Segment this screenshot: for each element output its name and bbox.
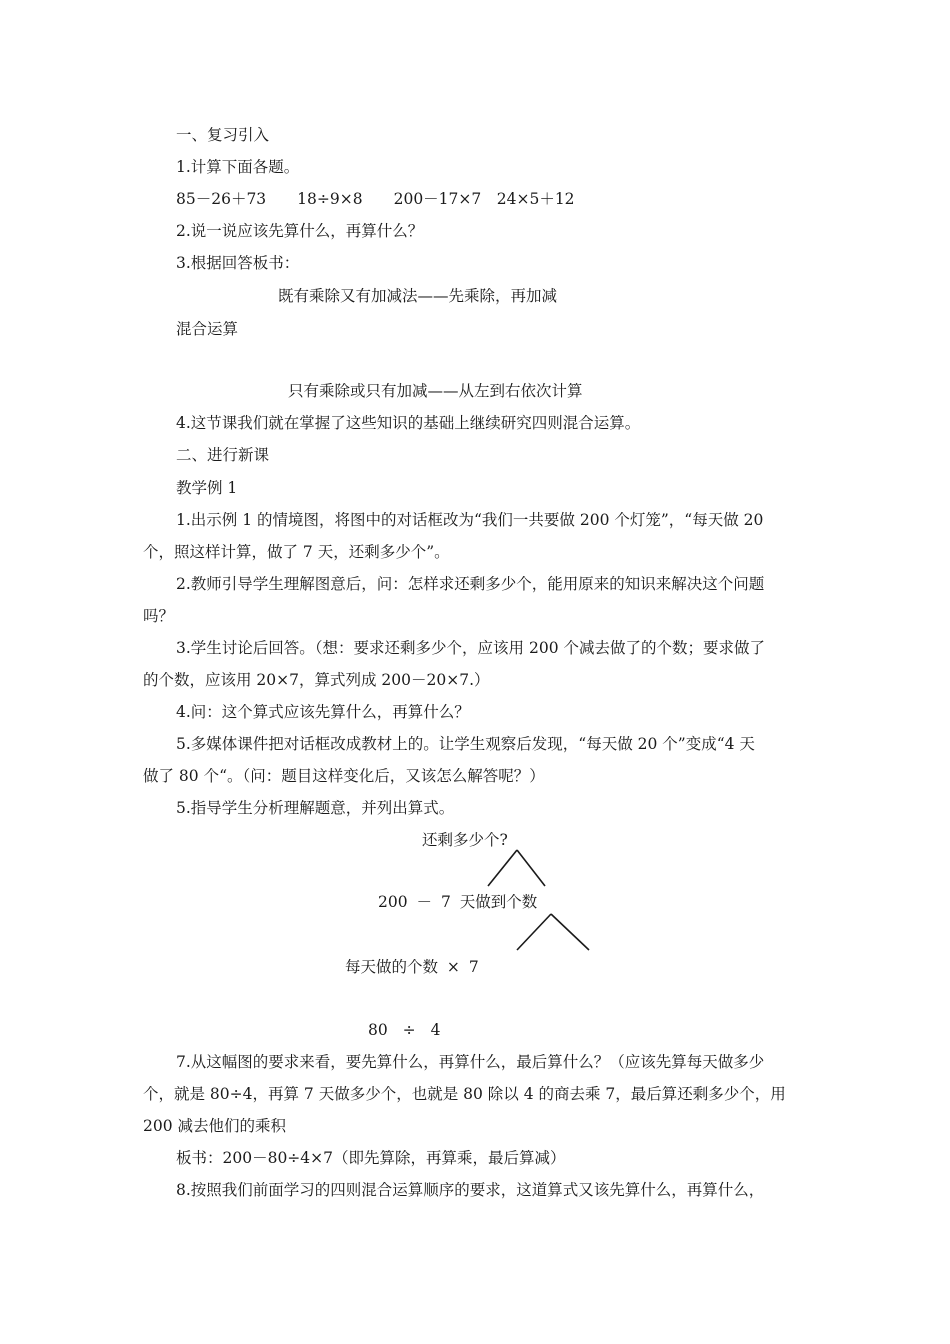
section-heading-review: 一、复习引入 (176, 126, 270, 144)
paragraph-2-line-1: 2.教师引导学生理解图意后，问：怎样求还剩多少个，能用原来的知识来解决这个问题 (176, 575, 765, 593)
paragraph-3-line-2: 的个数，应该用 20×7，算式列成 200－20×7.） (143, 671, 490, 689)
paragraph-3-line-1: 3.学生讨论后回答。（想：要求还剩多少个，应该用 200 个减去做了的个数；要求做了 (176, 639, 765, 657)
tree-level-1-label: 200 － 7 天做到个数 (378, 893, 538, 911)
tree-branch-left-1 (488, 850, 517, 886)
example-title: 教学例 1 (176, 479, 238, 497)
paragraph-5-line-1: 5.多媒体课件把对话框改成教材上的。让学生观察后发现，“每天做 20 个”变成“4 天 (176, 735, 755, 753)
paragraph-1-line-1: 1.出示例 1 的情境图，将图中的对话框改为“我们一共要做 200 个灯笼”，“每天做 20 (176, 511, 764, 529)
tree-branch-right-1 (517, 850, 545, 886)
paragraph-4: 4.问：这个算式应该先算什么，再算什么？ (176, 703, 470, 721)
paragraph-7-line-1: 7.从这幅图的要求来看，要先算什么，再算什么，最后算什么？（应该先算每天做多少 (176, 1053, 765, 1071)
paragraph-8: 8.按照我们前面学习的四则混合运算顺序的要求，这道算式又该先算什么，再算什么， (176, 1181, 765, 1199)
paragraph-6: 5.指导学生分析理解题意，并列出算式。 (176, 799, 455, 817)
review-item-4: 4.这节课我们就在掌握了这些知识的基础上继续研究四则混合运算。 (176, 414, 641, 432)
paragraph-7-line-2: 个，就是 80÷4，再算 7 天做多少个，也就是 80 除以 4 的商去乘 7，最后算还剩多少个，用 (143, 1085, 786, 1103)
tree-branch-right-2 (551, 914, 589, 950)
tree-branch-left-2 (517, 914, 551, 950)
paragraph-1-line-2: 个，照这样计算，做了 7 天，还剩多少个”。 (143, 543, 450, 561)
tree-level-3-label: 80 ÷ 4 (368, 1021, 441, 1039)
board-writing: 板书：200－80÷4×7（即先算除，再算乘，最后算减） (176, 1149, 566, 1167)
rule-mixed-operations: 既有乘除又有加减法——先乘除，再加减 (278, 287, 558, 305)
review-exercises: 85－26＋73 18÷9×8 200－17×7 24×5＋12 (176, 190, 575, 208)
rule-same-level-operations: 只有乘除或只有加减——从左到右依次计算 (288, 382, 583, 400)
mixed-operations-label: 混合运算 (176, 320, 239, 338)
tree-root-label: 还剩多少个? (422, 831, 508, 849)
review-item-2: 2.说一说应该先算什么，再算什么？ (176, 222, 424, 240)
section-heading-new-lesson: 二、进行新课 (176, 446, 270, 464)
review-item-3: 3.根据回答板书： (176, 254, 300, 272)
paragraph-7-line-3: 200 减去他们的乘积 (143, 1117, 287, 1135)
tree-level-2-label: 每天做的个数 × 7 (345, 958, 479, 976)
review-item-1: 1.计算下面各题。 (176, 158, 300, 176)
paragraph-2-line-2: 吗？ (143, 607, 175, 625)
paragraph-5-line-2: 做了 80 个“。（问：题目这样变化后，又该怎么解答呢？） (143, 767, 545, 785)
